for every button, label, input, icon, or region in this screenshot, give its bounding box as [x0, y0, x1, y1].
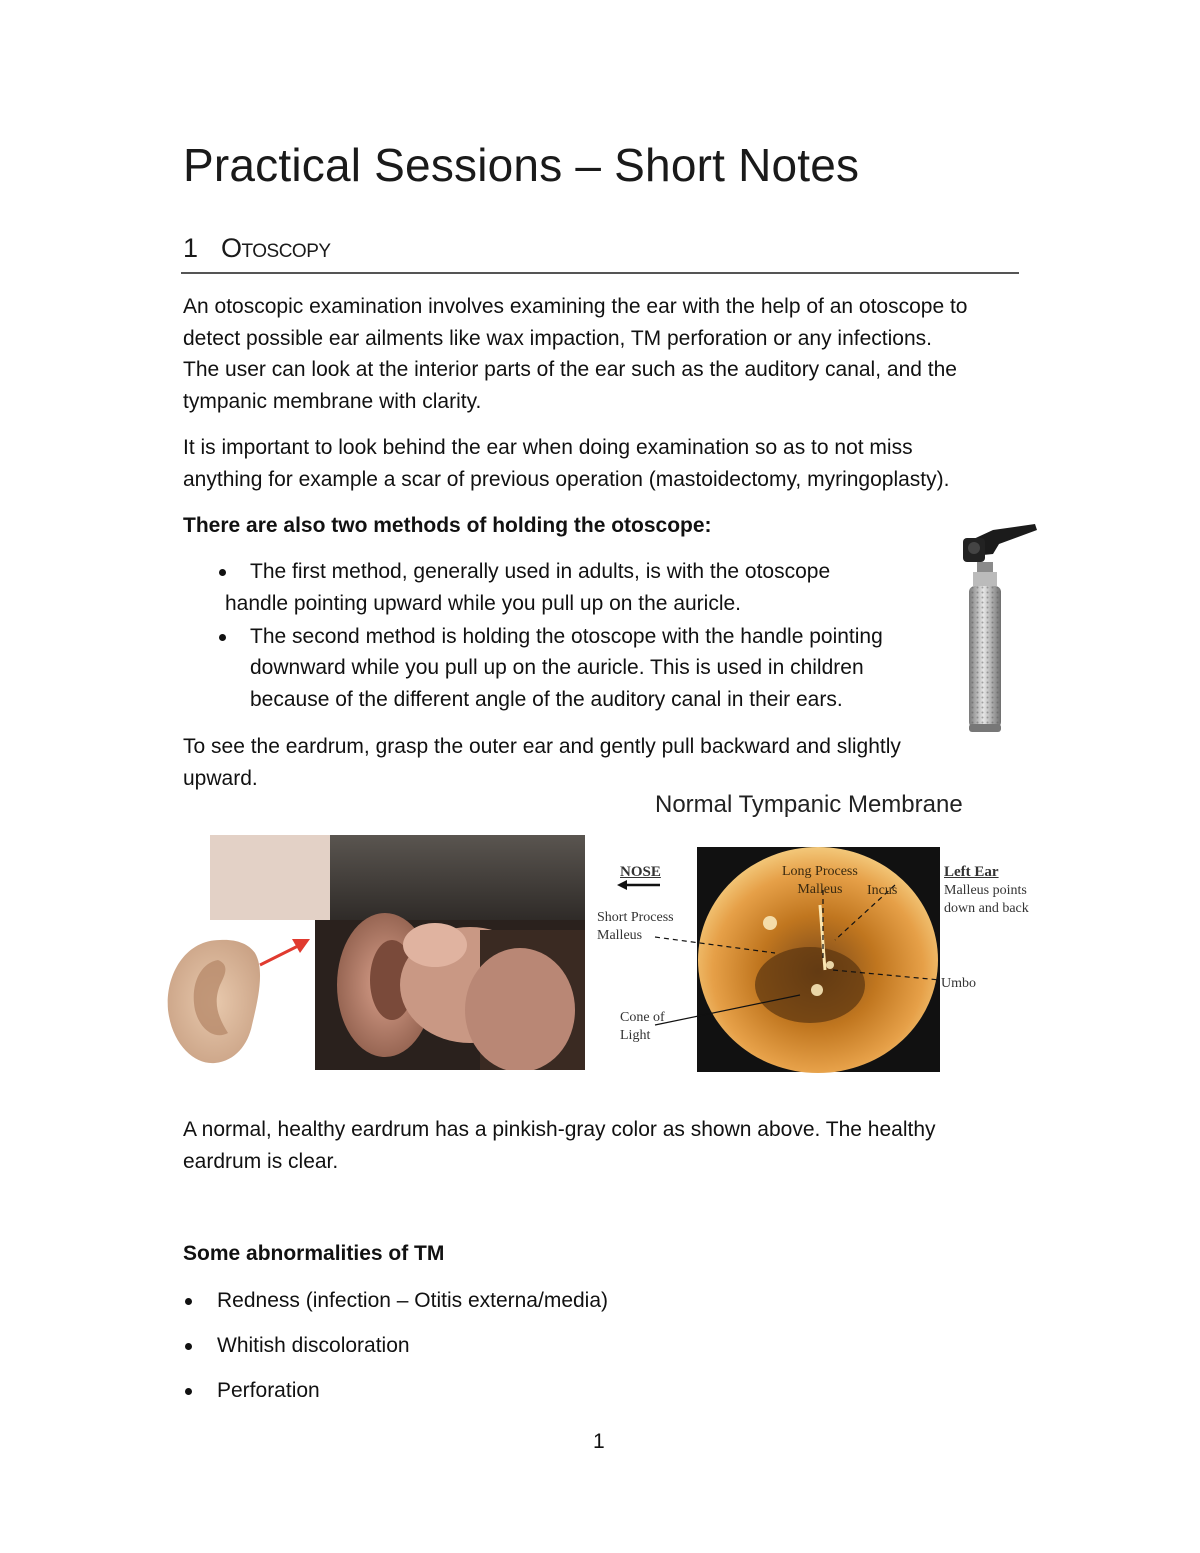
page-title: Practical Sessions – Short Notes — [183, 139, 860, 191]
label-nose: NOSE — [620, 864, 661, 880]
methods-heading: There are also two methods of holding the otoscope: — [183, 514, 712, 537]
eardrum-paragraph — [183, 731, 1033, 794]
section-heading — [183, 233, 331, 264]
abnormality-item: Redness (infection – Otitis externa/media) — [217, 1289, 609, 1312]
section-rule — [181, 272, 1019, 274]
method-2-line: because of the different angle of the auditory canal in their ears. — [250, 688, 843, 711]
label-line: Malleus points — [944, 883, 1027, 898]
bullet-dot — [219, 634, 226, 641]
label-line: Long Process — [782, 864, 858, 879]
bullet-dot — [219, 569, 226, 576]
method-2-line: The second method is holding the otoscope with the handle pointing — [250, 625, 883, 648]
method-1-line: The first method, generally used in adults, is with the otoscope — [250, 560, 831, 583]
label-line: Short Process — [597, 910, 674, 925]
text-line: To see the eardrum, grasp the outer ear and gently pull backward and slightly — [183, 735, 901, 758]
label-line: Light — [620, 1028, 651, 1043]
section-title: Otoscopy — [221, 233, 331, 263]
ear-pull-photo — [160, 835, 585, 1070]
label-line: Cone of — [620, 1010, 665, 1025]
bullet-dot — [185, 1298, 192, 1305]
text-line: The user can look at the interior parts of the ear such as the auditory canal, and the — [183, 358, 957, 381]
tympanic-membrane-diagram — [595, 845, 1045, 1075]
page-number: 1 — [593, 1430, 605, 1453]
figure-title: Normal Tympanic Membrane — [655, 791, 963, 818]
bullet-dot — [185, 1388, 192, 1395]
intro-paragraph — [183, 291, 1033, 417]
abnormality-item: Perforation — [217, 1379, 320, 1402]
label-line: Malleus — [797, 882, 843, 897]
section-number: 1 — [183, 233, 199, 263]
text-line: tympanic membrane with clarity. — [183, 389, 482, 413]
text-line: A normal, healthy eardrum has a pinkish-gray color as shown above. The healthy — [183, 1118, 936, 1141]
label-left-ear: Left Ear — [944, 864, 999, 880]
method-2-line: downward while you pull up on the auricle. This is used in children — [250, 656, 864, 679]
text-line: anything for example a scar of previous operation (mastoidectomy, myringoplasty). — [183, 467, 950, 491]
label-umbo: Umbo — [941, 976, 976, 991]
text-line: detect possible ear ailments like wax impaction, TM perforation or any infections. — [183, 326, 932, 350]
otoscope-image — [955, 520, 1045, 735]
label-cone-of-light — [620, 1009, 665, 1045]
abnormality-item: Whitish discoloration — [217, 1334, 410, 1357]
abnormalities-heading: Some abnormalities of TM — [183, 1242, 445, 1265]
label-line: down and back — [944, 901, 1029, 916]
bullet-dot — [185, 1343, 192, 1350]
text-line: eardrum is clear. — [183, 1149, 339, 1173]
text-line: An otoscopic examination involves examining the ear with the help of an otoscope to — [183, 295, 968, 318]
label-malleus-points — [944, 882, 1029, 918]
label-incus: Incus — [867, 883, 898, 898]
healthy-paragraph — [183, 1114, 1033, 1177]
text-line: upward. — [183, 766, 258, 790]
label-short-process — [597, 909, 674, 945]
label-line: Malleus — [597, 928, 643, 943]
label-long-process — [782, 863, 858, 899]
method-1-line: handle pointing upward while you pull up on the auricle. — [225, 592, 742, 615]
behind-ear-paragraph — [183, 432, 1033, 495]
text-line: It is important to look behind the ear when doing examination so as to not miss — [183, 436, 913, 459]
